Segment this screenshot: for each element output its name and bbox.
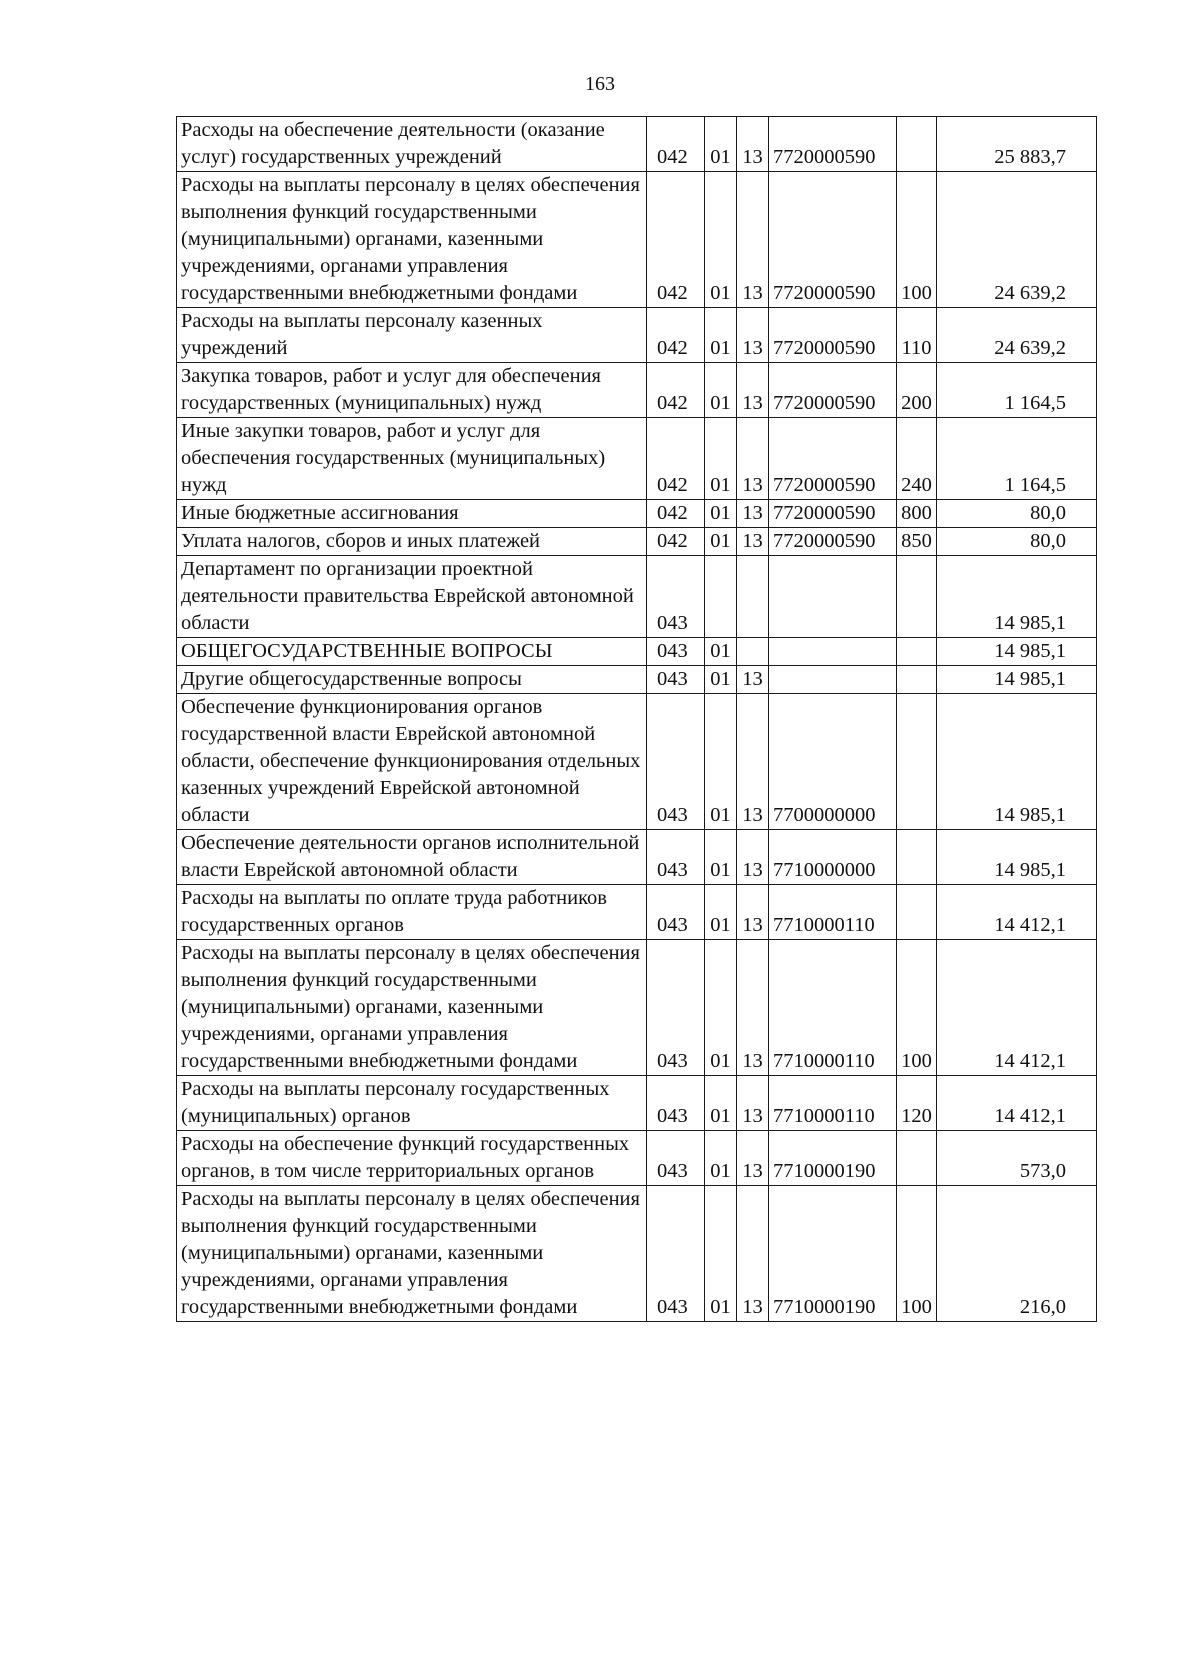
subsection-code-cell: 13 xyxy=(737,885,769,940)
row-name-cell: Расходы на выплаты по оплате труда работников государственных органов xyxy=(177,885,647,940)
expense-type-cell xyxy=(897,694,937,830)
section-code-cell: 01 xyxy=(705,363,737,418)
amount-cell: 14 985,1 xyxy=(937,830,1097,885)
table-row xyxy=(177,666,1097,694)
row-name-cell: Расходы на выплаты персоналу в целях обеспечения выполнения функций государственными (муниципальными) органами, казенными учреждениями, органами управления государственными внебюджетными фондами xyxy=(177,172,647,308)
expense-type-cell xyxy=(897,885,937,940)
amount-cell: 216,0 xyxy=(937,1186,1097,1322)
amount-cell: 573,0 xyxy=(937,1131,1097,1186)
row-name-cell: Закупка товаров, работ и услуг для обеспечения государственных (муниципальных) нужд xyxy=(177,363,647,418)
row-name-cell: Расходы на выплаты персоналу казенных учреждений xyxy=(177,308,647,363)
table-row xyxy=(177,1186,1097,1322)
row-name-cell: Обеспечение деятельности органов исполнительной власти Еврейской автономной области xyxy=(177,830,647,885)
section-code-cell: 01 xyxy=(705,1131,737,1186)
expense-type-cell: 800 xyxy=(897,500,937,528)
table-row xyxy=(177,1076,1097,1131)
subsection-code-cell: 13 xyxy=(737,666,769,694)
row-name-cell: Другие общегосударственные вопросы xyxy=(177,666,647,694)
subsection-code-cell xyxy=(737,638,769,666)
ministry-code-cell: 043 xyxy=(647,1131,705,1186)
row-name-cell: Расходы на выплаты персоналу в целях обеспечения выполнения функций государственными (муниципальными) органами, казенными учреждениями, органами управления государственными внебюджетными фондами xyxy=(177,940,647,1076)
table-row xyxy=(177,694,1097,830)
section-code-cell: 01 xyxy=(705,885,737,940)
article-code-cell: 7720000590 xyxy=(769,117,897,172)
ministry-code-cell: 042 xyxy=(647,363,705,418)
table-row xyxy=(177,418,1097,500)
expense-type-cell xyxy=(897,638,937,666)
table-row xyxy=(177,308,1097,363)
amount-cell: 14 985,1 xyxy=(937,556,1097,638)
amount-cell: 1 164,5 xyxy=(937,363,1097,418)
row-name-cell: Уплата налогов, сборов и иных платежей xyxy=(177,528,647,556)
budget-table xyxy=(176,116,1097,1322)
amount-cell: 14 412,1 xyxy=(937,1076,1097,1131)
table-row xyxy=(177,117,1097,172)
subsection-code-cell: 13 xyxy=(737,172,769,308)
amount-cell: 24 639,2 xyxy=(937,308,1097,363)
section-code-cell: 01 xyxy=(705,418,737,500)
row-name-cell: Иные бюджетные ассигнования xyxy=(177,500,647,528)
article-code-cell: 7720000590 xyxy=(769,308,897,363)
subsection-code-cell xyxy=(737,556,769,638)
expense-type-cell: 100 xyxy=(897,172,937,308)
expense-type-cell xyxy=(897,556,937,638)
subsection-code-cell: 13 xyxy=(737,940,769,1076)
subsection-code-cell: 13 xyxy=(737,500,769,528)
amount-cell: 14 412,1 xyxy=(937,940,1097,1076)
section-code-cell: 01 xyxy=(705,694,737,830)
table-row xyxy=(177,1131,1097,1186)
row-name-cell: Иные закупки товаров, работ и услуг для обеспечения государственных (муниципальных) нужд xyxy=(177,418,647,500)
table-row xyxy=(177,940,1097,1076)
amount-cell: 14 985,1 xyxy=(937,694,1097,830)
article-code-cell: 7710000110 xyxy=(769,1076,897,1131)
article-code-cell: 7710000110 xyxy=(769,885,897,940)
table-row xyxy=(177,556,1097,638)
subsection-code-cell: 13 xyxy=(737,418,769,500)
section-code-cell: 01 xyxy=(705,830,737,885)
article-code-cell: 7700000000 xyxy=(769,694,897,830)
table-row xyxy=(177,500,1097,528)
section-code-cell: 01 xyxy=(705,666,737,694)
expense-type-cell: 850 xyxy=(897,528,937,556)
ministry-code-cell: 043 xyxy=(647,940,705,1076)
table-row xyxy=(177,885,1097,940)
subsection-code-cell: 13 xyxy=(737,308,769,363)
row-name-cell: Расходы на выплаты персоналу государственных (муниципальных) органов xyxy=(177,1076,647,1131)
expense-type-cell xyxy=(897,666,937,694)
ministry-code-cell: 042 xyxy=(647,500,705,528)
amount-cell: 80,0 xyxy=(937,528,1097,556)
ministry-code-cell: 042 xyxy=(647,117,705,172)
subsection-code-cell: 13 xyxy=(737,694,769,830)
article-code-cell: 7720000590 xyxy=(769,500,897,528)
subsection-code-cell: 13 xyxy=(737,1186,769,1322)
article-code-cell: 7710000190 xyxy=(769,1131,897,1186)
page-number: 163 xyxy=(585,73,615,95)
expense-type-cell xyxy=(897,117,937,172)
section-code-cell: 01 xyxy=(705,1186,737,1322)
section-code-cell xyxy=(705,556,737,638)
ministry-code-cell: 043 xyxy=(647,666,705,694)
subsection-code-cell: 13 xyxy=(737,830,769,885)
table-row xyxy=(177,528,1097,556)
amount-cell: 25 883,7 xyxy=(937,117,1097,172)
amount-cell: 1 164,5 xyxy=(937,418,1097,500)
row-name-cell: Расходы на обеспечение функций государственных органов, в том числе территориальных органов xyxy=(177,1131,647,1186)
expense-type-cell: 100 xyxy=(897,1186,937,1322)
ministry-code-cell: 042 xyxy=(647,418,705,500)
article-code-cell: 7720000590 xyxy=(769,418,897,500)
table-row xyxy=(177,638,1097,666)
ministry-code-cell: 043 xyxy=(647,556,705,638)
table-row xyxy=(177,172,1097,308)
subsection-code-cell: 13 xyxy=(737,1131,769,1186)
section-code-cell: 01 xyxy=(705,638,737,666)
section-code-cell: 01 xyxy=(705,308,737,363)
section-code-cell: 01 xyxy=(705,528,737,556)
ministry-code-cell: 043 xyxy=(647,694,705,830)
section-code-cell: 01 xyxy=(705,172,737,308)
article-code-cell: 7710000000 xyxy=(769,830,897,885)
row-name-cell: Обеспечение функционирования органов государственной власти Еврейской автономной области, обеспечение функционирования отдельных казенных учреждений Еврейской автономной области xyxy=(177,694,647,830)
ministry-code-cell: 043 xyxy=(647,1186,705,1322)
subsection-code-cell: 13 xyxy=(737,528,769,556)
expense-type-cell: 200 xyxy=(897,363,937,418)
amount-cell: 24 639,2 xyxy=(937,172,1097,308)
expense-type-cell: 110 xyxy=(897,308,937,363)
ministry-code-cell: 043 xyxy=(647,638,705,666)
amount-cell: 80,0 xyxy=(937,500,1097,528)
expense-type-cell: 100 xyxy=(897,940,937,1076)
table-row xyxy=(177,363,1097,418)
subsection-code-cell: 13 xyxy=(737,1076,769,1131)
amount-cell: 14 985,1 xyxy=(937,638,1097,666)
amount-cell: 14 985,1 xyxy=(937,666,1097,694)
section-code-cell: 01 xyxy=(705,1076,737,1131)
expense-type-cell xyxy=(897,1131,937,1186)
ministry-code-cell: 042 xyxy=(647,308,705,363)
article-code-cell: 7720000590 xyxy=(769,363,897,418)
expense-type-cell: 120 xyxy=(897,1076,937,1131)
section-code-cell: 01 xyxy=(705,500,737,528)
row-name-cell: Департамент по организации проектной деятельности правительства Еврейской автономной области xyxy=(177,556,647,638)
amount-cell: 14 412,1 xyxy=(937,885,1097,940)
section-code-cell: 01 xyxy=(705,940,737,1076)
ministry-code-cell: 042 xyxy=(647,172,705,308)
expense-type-cell xyxy=(897,830,937,885)
subsection-code-cell: 13 xyxy=(737,117,769,172)
row-name-cell: ОБЩЕГОСУДАРСТВЕННЫЕ ВОПРОСЫ xyxy=(177,638,647,666)
ministry-code-cell: 042 xyxy=(647,528,705,556)
article-code-cell xyxy=(769,666,897,694)
row-name-cell: Расходы на обеспечение деятельности (оказание услуг) государственных учреждений xyxy=(177,117,647,172)
ministry-code-cell: 043 xyxy=(647,1076,705,1131)
article-code-cell: 7720000590 xyxy=(769,528,897,556)
article-code-cell xyxy=(769,638,897,666)
table-row xyxy=(177,830,1097,885)
section-code-cell: 01 xyxy=(705,117,737,172)
table-body xyxy=(177,117,1097,1322)
article-code-cell xyxy=(769,556,897,638)
subsection-code-cell: 13 xyxy=(737,363,769,418)
article-code-cell: 7710000190 xyxy=(769,1186,897,1322)
ministry-code-cell: 043 xyxy=(647,885,705,940)
article-code-cell: 7710000110 xyxy=(769,940,897,1076)
ministry-code-cell: 043 xyxy=(647,830,705,885)
article-code-cell: 7720000590 xyxy=(769,172,897,308)
row-name-cell: Расходы на выплаты персоналу в целях обеспечения выполнения функций государственными (муниципальными) органами, казенными учреждениями, органами управления государственными внебюджетными фондами xyxy=(177,1186,647,1322)
expense-type-cell: 240 xyxy=(897,418,937,500)
